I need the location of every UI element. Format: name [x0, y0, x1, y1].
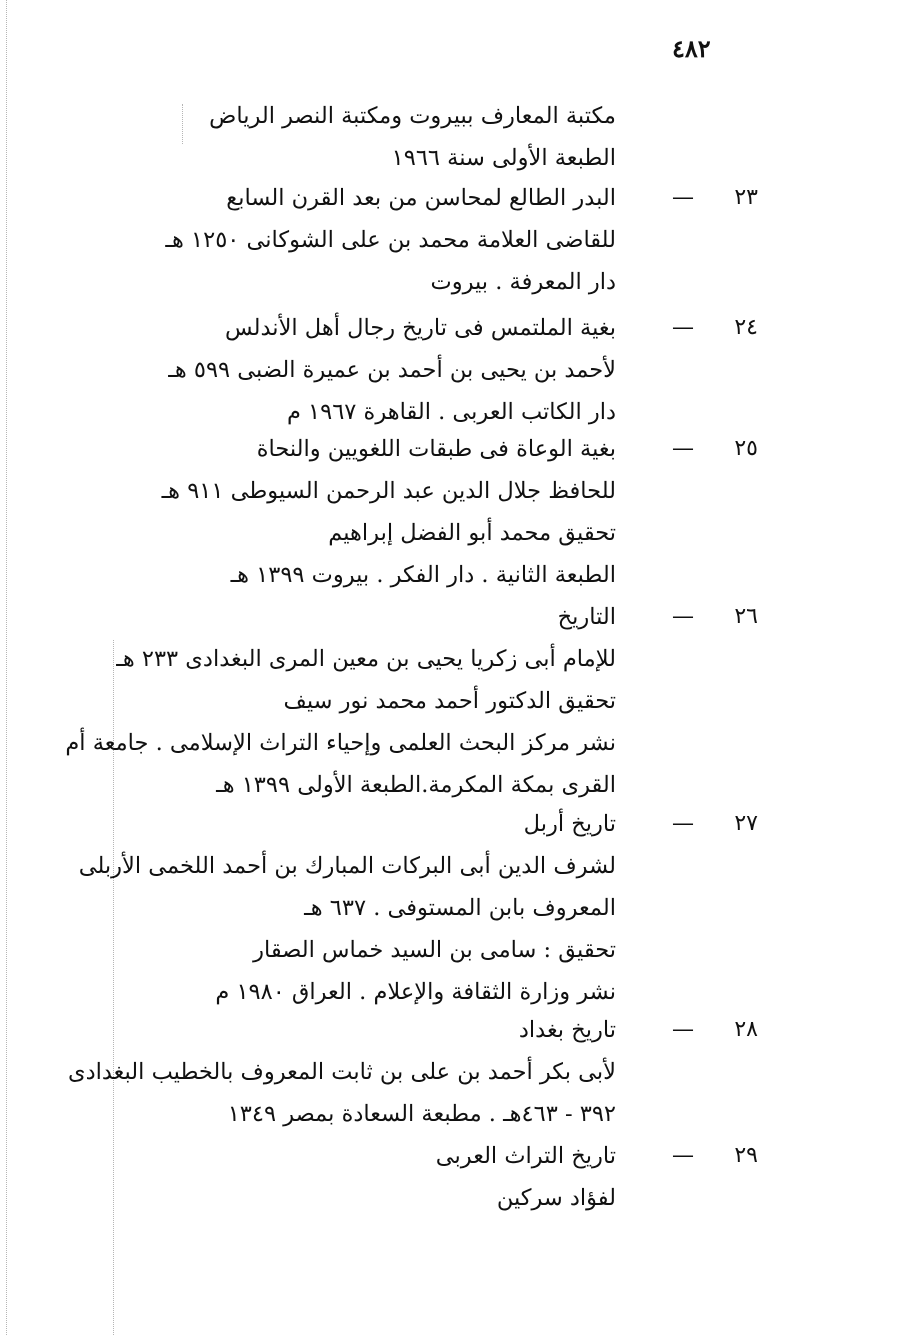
- continuation-line: الطبعة الأولى سنة ١٩٦٦: [391, 145, 616, 171]
- entry-line: ٣٩٢ - ٤٦٣هـ . مطبعة السعادة بمصر ١٣٤٩: [227, 1101, 616, 1127]
- entry-dash: —: [672, 1017, 694, 1042]
- entry-dash: —: [672, 604, 694, 629]
- entry-dash: —: [672, 185, 694, 210]
- entry-line: دار المعرفة . بيروت: [430, 269, 616, 295]
- entry-number: ٢٣: [734, 185, 758, 210]
- entry-line: للقاضى العلامة محمد بن على الشوكانى ١٢٥٠ هـ: [165, 227, 616, 253]
- entry-title: التاريخ: [557, 604, 616, 630]
- bibliography-entry: [168, 307, 616, 433]
- scan-margin-line-top: [182, 104, 183, 144]
- entry-title: تاريخ بغداد: [518, 1017, 616, 1043]
- entry-line: للإمام أبى زكريا يحيى بن معين المرى البغدادى ٢٣٣ هـ: [116, 646, 616, 672]
- entry-line: دار الكاتب العربى . القاهرة ١٩٦٧ م: [286, 399, 616, 425]
- entry-title: تاريخ التراث العربى: [435, 1143, 616, 1169]
- entry-line: الطبعة الثانية . دار الفكر . بيروت ١٣٩٩ هـ: [230, 562, 616, 588]
- bibliography-entry: [65, 596, 616, 806]
- entry-dash: —: [672, 1143, 694, 1168]
- entry-dash: —: [672, 811, 694, 836]
- entry-line: القرى بمكة المكرمة.الطبعة الأولى ١٣٩٩ هـ: [216, 772, 616, 798]
- entry-number: ٢٩: [734, 1143, 758, 1168]
- entry-title: بغية الوعاة فى طبقات اللغويين والنحاة: [256, 436, 616, 462]
- bibliography-entry: [165, 177, 616, 303]
- entry-line: تحقيق محمد أبو الفضل إبراهيم: [328, 520, 616, 546]
- entry-title: بغية الملتمس فى تاريخ رجال أهل الأندلس: [224, 315, 616, 341]
- entry-line: تحقيق : سامى بن السيد خماس الصقار: [253, 937, 616, 963]
- bibliography-entry: [436, 1135, 616, 1219]
- entry-line: لأحمد بن يحيى بن أحمد بن عميرة الضبى ٥٩٩ هـ: [168, 357, 616, 383]
- bibliography-entry: [162, 428, 616, 596]
- entry-line: المعروف بابن المستوفى . ٦٣٧ هـ: [304, 895, 616, 921]
- bibliography-entry: [79, 803, 616, 1013]
- entry-line: تحقيق الدكتور أحمد محمد نور سيف: [283, 688, 616, 714]
- entry-line: لأبى بكر أحمد بن على بن ثابت المعروف بالخطيب البغدادى: [67, 1059, 616, 1085]
- entry-dash: —: [672, 436, 694, 461]
- entry-line: للحافظ جلال الدين عبد الرحمن السيوطى ٩١١ هـ: [161, 478, 616, 504]
- entry-line: نشر مركز البحث العلمى وإحياء التراث الإسلامى . جامعة أم: [65, 730, 616, 756]
- entry-line: نشر وزارة الثقافة والإعلام . العراق ١٩٨٠ م: [215, 979, 616, 1005]
- entry-number: ٢٨: [734, 1017, 758, 1042]
- page-number: ٤٨٢: [672, 34, 711, 63]
- entry-title: تاريخ أربل: [523, 811, 616, 837]
- entry-line: لشرف الدين أبى البركات المبارك بن أحمد اللخمى الأربلى: [78, 853, 616, 879]
- entry-number: ٢٦: [734, 604, 758, 629]
- bibliography-entry: [68, 1009, 616, 1135]
- entry-number: ٢٥: [734, 436, 758, 461]
- entry-number: ٢٤: [734, 315, 758, 340]
- entry-line: لفؤاد سركين: [496, 1185, 616, 1211]
- continuation-block: [209, 95, 616, 179]
- scan-margin-line-left: [6, 0, 7, 1335]
- continuation-line: مكتبة المعارف ببيروت ومكتبة النصر الرياض: [209, 103, 616, 129]
- entry-title: البدر الطالع لمحاسن من بعد القرن السابع: [226, 185, 616, 211]
- entry-dash: —: [672, 315, 694, 340]
- entry-number: ٢٧: [734, 811, 758, 836]
